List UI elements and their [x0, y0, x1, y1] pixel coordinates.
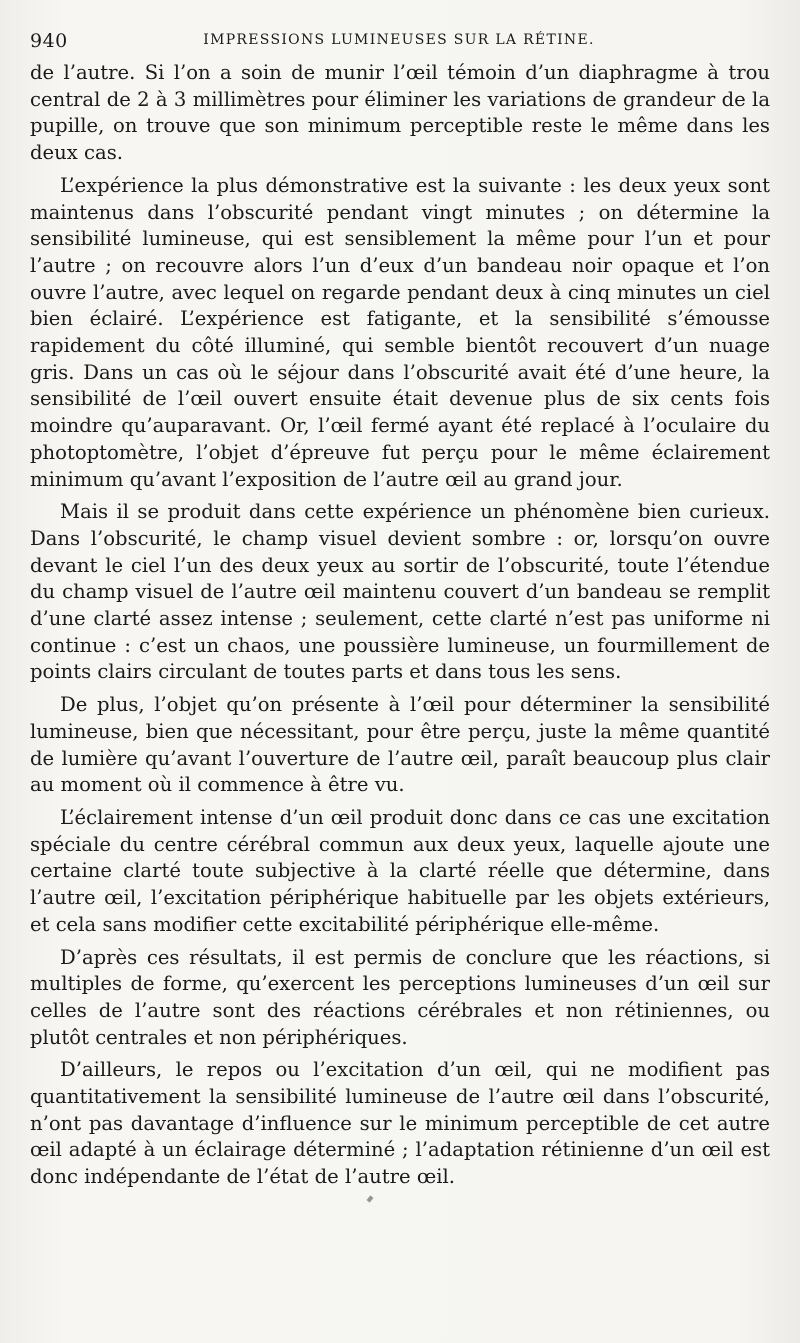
- ink-mark: [367, 1195, 374, 1202]
- paragraph-continuation: de l’autre. Si l’on a soin de munir l’œil témoin d’un diaphragme à trou central de 2 à 3 millimètres pour éliminer les variations de grandeur de la pupille, on trouve que son minimum perceptible reste le même dans les deux cas.: [30, 61, 770, 165]
- body-text: [30, 60, 770, 1191]
- running-title: IMPRESSIONS LUMINEUSES SUR LA RÉTINE.: [203, 32, 595, 48]
- paragraph-eclairement: L’éclairement intense d’un œil produit donc dans ce cas une excitation spéciale du centre cérébral commun aux deux yeux, laquelle ajoute une certaine clarté toute subjective à la clarté réelle que détermine, dans l’autre œil, l’excitation périphérique habituelle par les objets extérieurs, et cela sans modifier cette excitabilité périphérique elle-même.: [30, 805, 770, 936]
- paragraph-de-plus: De plus, l’objet qu’on présente à l’œil pour déterminer la sensibilité lumineuse, bien que nécessitant, pour être perçu, juste la même quantité de lumière qu’avant l’ouverture de l’autre œil, paraît beaucoup plus clair au moment où il commence à être vu.: [30, 693, 770, 797]
- paragraph-adaptation: D’ailleurs, le repos ou l’excitation d’un œil, qui ne modifient pas quantitativement la sensibilité lumineuse de l’autre œil dans l’obscurité, n’ont pas davantage d’influence sur le minimum perceptible de cet autre œil adapté à un éclairage déterminé ; l’adaptation rétinienne d’un œil est donc indépendante de l’état de l’autre œil.: [30, 1058, 770, 1189]
- paragraph-experience: L’expérience la plus démonstrative est la suivante : les deux yeux sont maintenus dans l’obscurité pendant vingt minutes ; on détermine la sensibilité lumineuse, qui est sensiblement la même pour l’un et pour l’autre ; on recouvre alors l’un d’eux d’un bandeau noir opaque et l’on ouvre l’autre, avec lequel on regarde pendant deux à cinq minutes un ciel bien éclairé. L’expérience est fatigante, et la sensibilité s’émousse rapidement du côté illuminé, qui semble bientôt recouvert d’un nuage gris. Dans un cas où le séjour dans l’obscurité avait été d’une heure, la sensibilité de l’œil ouvert ensuite était devenue plus de six cents fois moindre qu’auparavant. Or, l’œil fermé ayant été replacé à l’oculaire du photoptomètre, l’objet d’épreuve fut perçu pour le même éclairement minimum qu’avant l’exposition de l’autre œil au grand jour.: [30, 173, 770, 491]
- page-header: [30, 30, 768, 56]
- paragraph-phenomenon: Mais il se produit dans cette expérience un phénomène bien curieux. Dans l’obscurité, le champ visuel devient sombre : or, lorsqu’on ouvre devant le ciel l’un des deux yeux au sortir de l’obscurité, toute l’étendue du champ visuel de l’autre œil maintenu couvert d’un bandeau se remplit d’une clarté assez intense ; seulement, cette clarté n’est pas uniforme ni continue : c’est un chaos, une poussière lumineuse, un fourmillement de points clairs circulant de toutes parts et dans tous les sens.: [30, 500, 770, 684]
- page-number: 940: [30, 30, 68, 52]
- paragraph-conclusion: D’après ces résultats, il est permis de conclure que les réactions, si multiples de forme, qu’exercent les perceptions lumineuses d’un œil sur celles de l’autre sont des réactions cérébrales et non rétiniennes, ou plutôt centrales et non périphériques.: [30, 945, 770, 1049]
